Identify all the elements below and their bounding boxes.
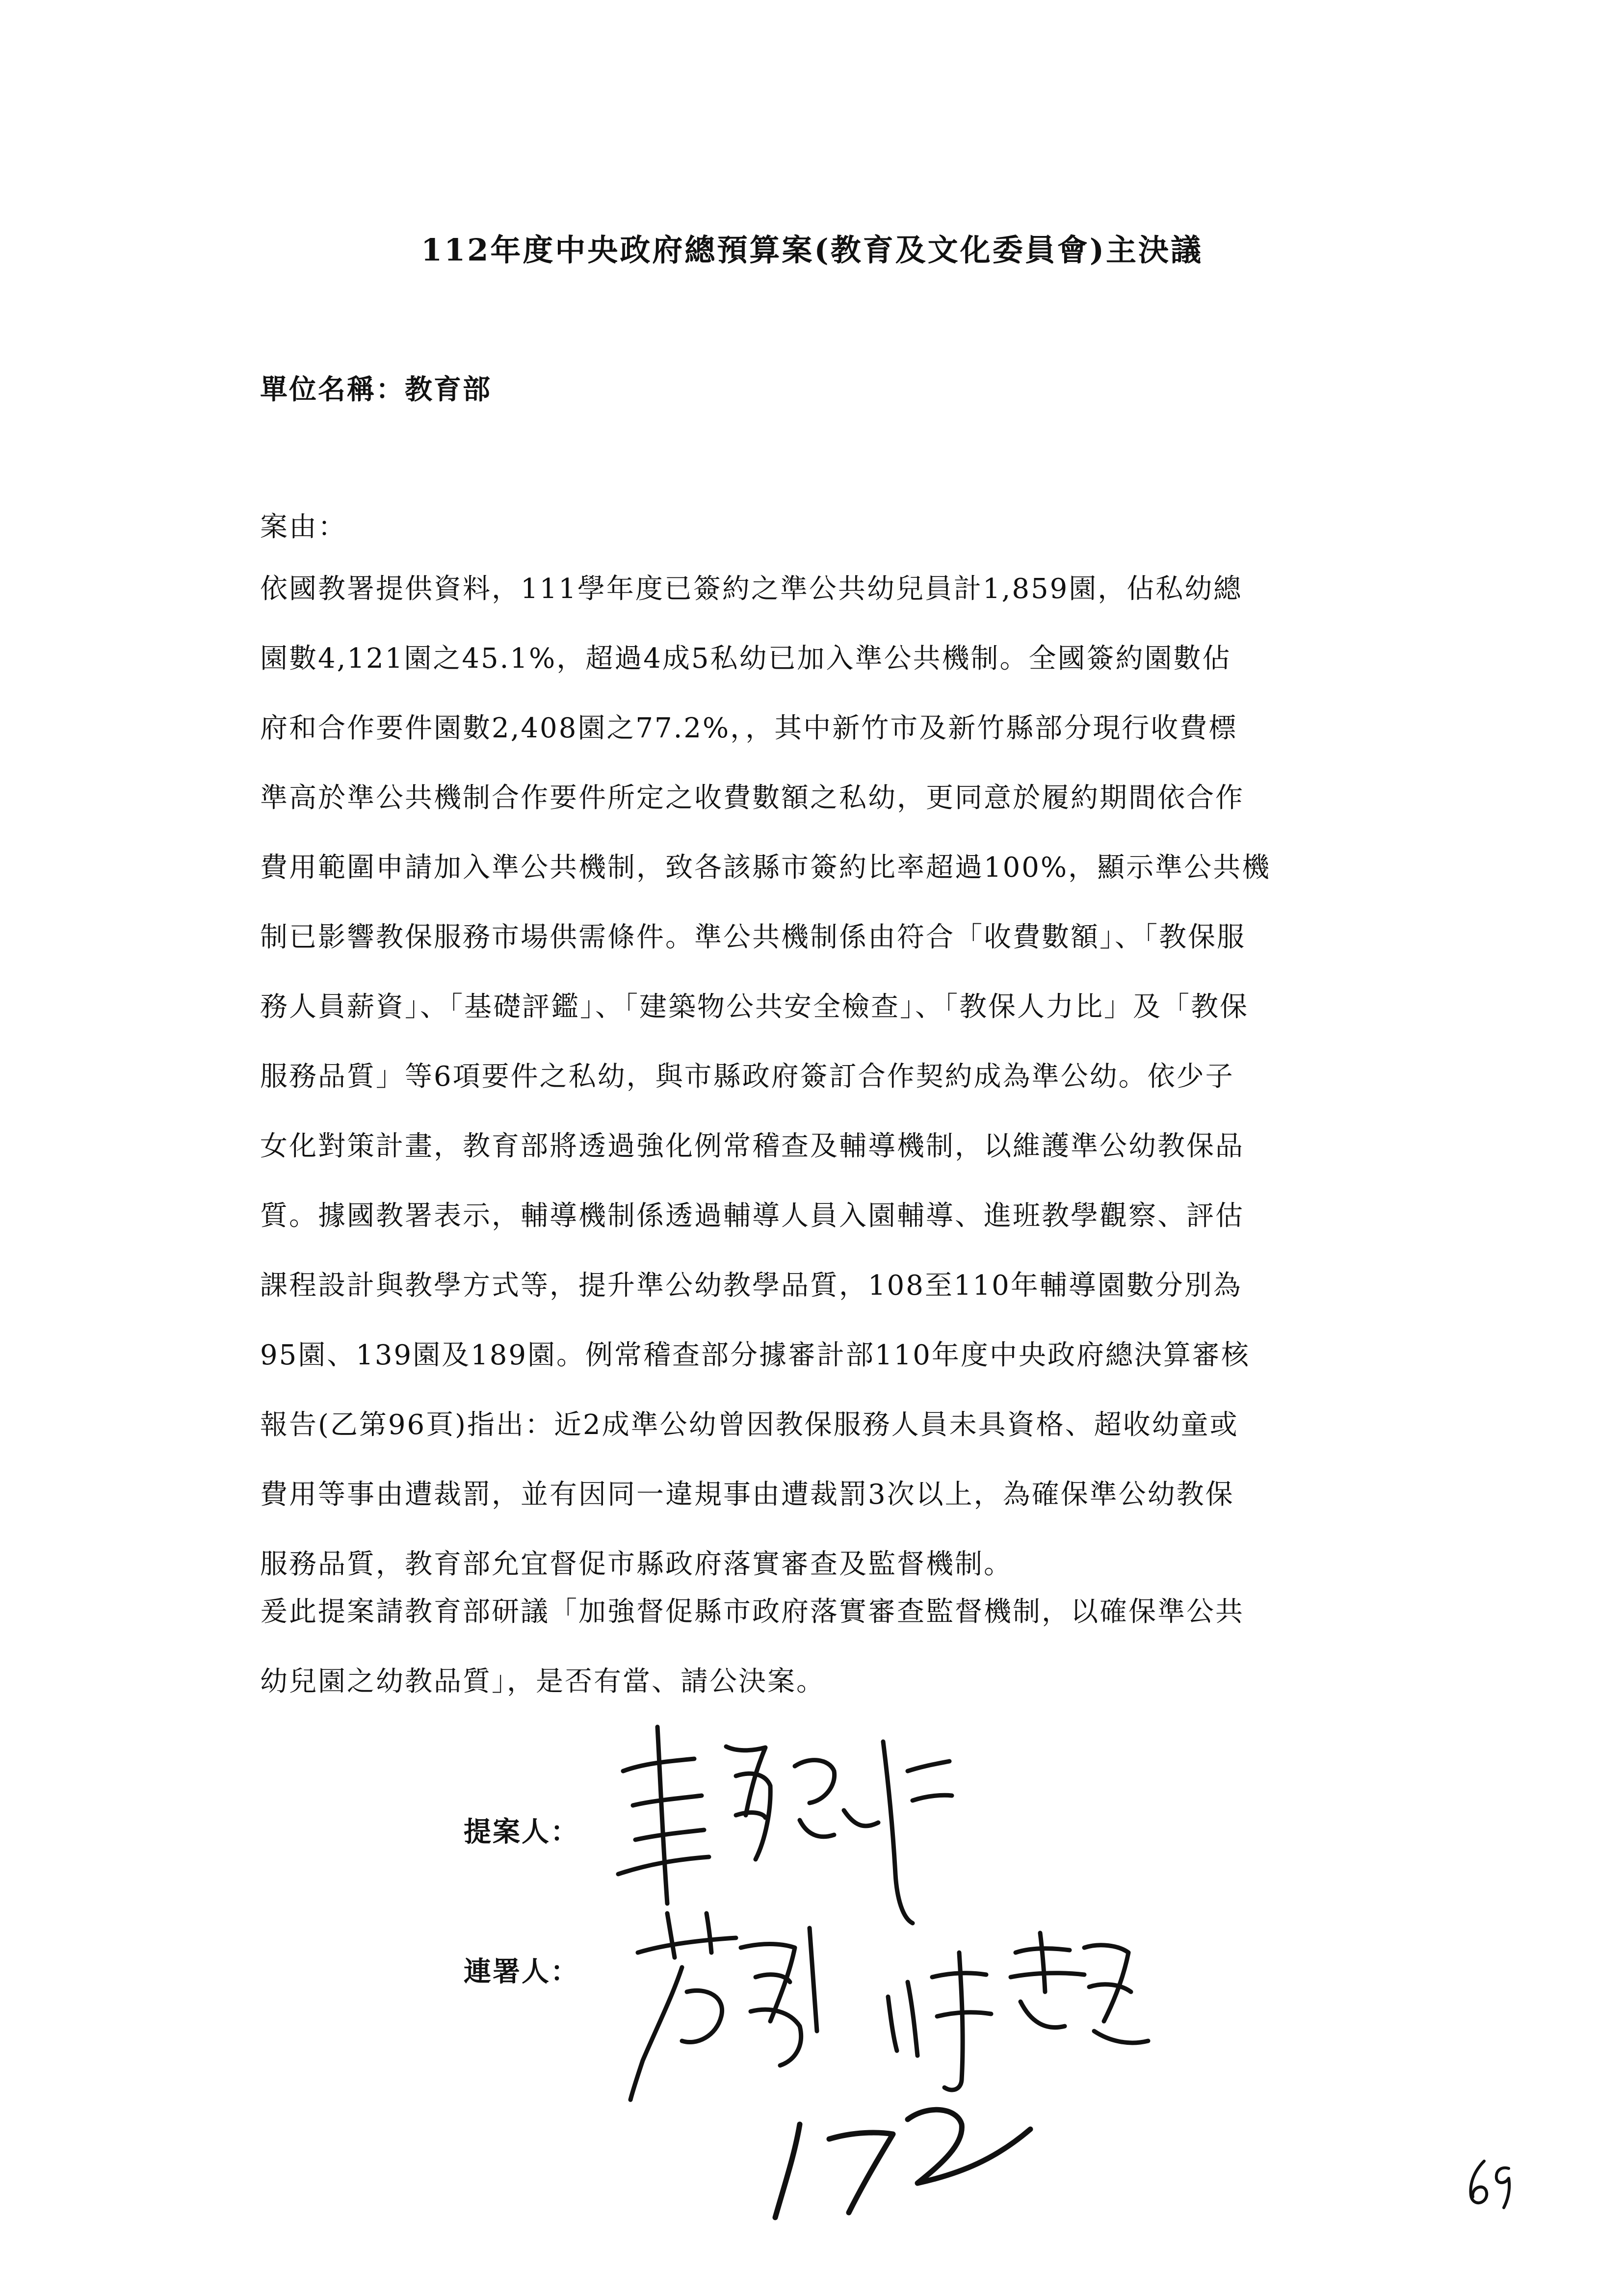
body-line: 服務品質」等6項要件之私幼，與市縣政府簽訂合作契約成為準公幼。依少子 bbox=[260, 1061, 1234, 1093]
unit-name: 單位名稱：教育部 bbox=[260, 373, 492, 406]
body-line: 服務品質，教育部允宜督促市縣政府落實審查及監督機制。 bbox=[260, 1548, 1013, 1580]
body-line: 課程設計與教學方式等，提升準公幼教學品質，108至110年輔導園數分別為 bbox=[260, 1270, 1242, 1302]
closing-line: 爰此提案請教育部研議「加強督促縣市政府落實審查監督機制，以確保準公共 bbox=[260, 1596, 1244, 1628]
body-line: 依國教署提供資料，111學年度已簽約之準公共幼兒員計1,859園，佔私幼總 bbox=[260, 573, 1243, 605]
body-line: 府和合作要件園數2,408園之77.2%，，其中新竹市及新竹縣部分現行收費標 bbox=[260, 712, 1238, 744]
body-line: 制已影響教保服務市場供需條件。準公共機制係由符合「收費數額」、「教保服 bbox=[260, 921, 1246, 953]
handwritten-number bbox=[756, 2085, 1040, 2232]
body-line: 務人員薪資」、「基礎評鑑」、「建築物公共安全檢查」、「教保人力比」及「教保 bbox=[260, 991, 1249, 1023]
reason-label: 案由： bbox=[260, 511, 347, 543]
cosigner-signature bbox=[623, 1899, 859, 2114]
cosigner-signature bbox=[873, 1923, 1158, 2100]
body-line: 女化對策計畫，教育部將透過強化例常稽查及輔導機制，以維護準公幼教保品 bbox=[260, 1130, 1244, 1162]
body-line: 費用等事由遭裁罰，並有因同一違規事由遭裁罰3次以上，為確保準公幼教保 bbox=[260, 1479, 1234, 1511]
closing-line: 幼兒園之幼教品質」，是否有當、請公決案。 bbox=[260, 1666, 825, 1697]
body-line: 園數4,121園之45.1%，超過4成5私幼已加入準公共機制。全國簽約園數佔 bbox=[260, 643, 1231, 675]
cosigner-label: 連署人： bbox=[464, 1956, 579, 1988]
body-line: 質。據國教署表示，輔導機制係透過輔導人員入園輔導、進班教學觀察、評估 bbox=[260, 1200, 1244, 1232]
body-line: 費用範圍申請加入準公共機制，致各該縣市簽約比率超過100%，顯示準公共機 bbox=[260, 852, 1271, 884]
body-line: 95園、139園及189園。例常稽查部分據審計部110年度中央政府總決算審核 bbox=[260, 1339, 1250, 1371]
proposer-label: 提案人： bbox=[464, 1816, 579, 1848]
body-line: 準高於準公共機制合作要件所定之收費數額之私幼，更同意於履約期間依合作 bbox=[260, 782, 1244, 814]
page-number bbox=[1462, 2154, 1521, 2213]
body-line: 報告(乙第96頁)指出：近2成準公幼曾因教保服務人員未具資格、超收幼童或 bbox=[260, 1409, 1239, 1441]
document-title: 112年度中央政府總預算案(教育及文化委員會)主決議 bbox=[420, 232, 1204, 268]
reason-body bbox=[260, 572, 1398, 1617]
